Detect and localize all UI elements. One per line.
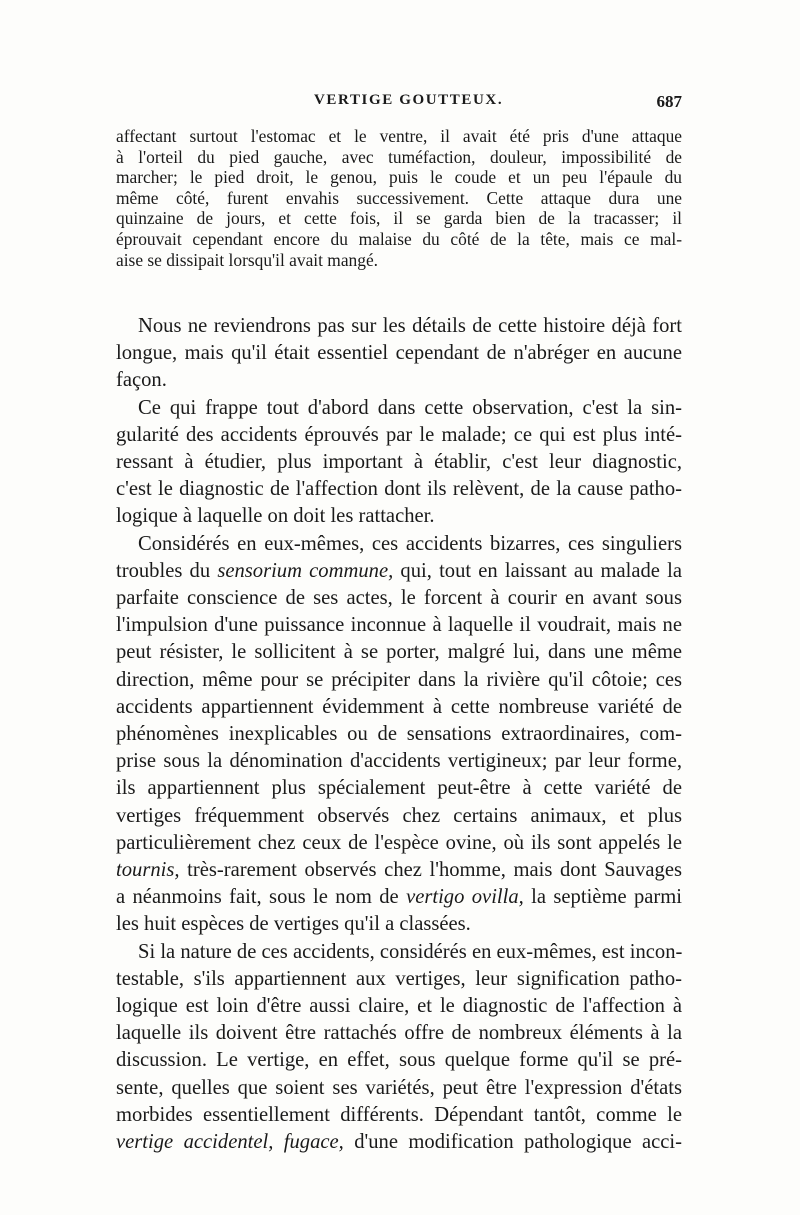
paragraph-3-line: peut résister, le sollicitent à se porter, malgré lui, dans une même: [116, 641, 682, 664]
paragraph-2-line: ressant à étudier, plus important à établir, c'est leur diagnostic,: [116, 451, 682, 474]
line-text: d'une modification pathologique acci-: [343, 1131, 683, 1154]
line-text: qui, tout en laissant au malade la: [393, 559, 682, 582]
paragraph-3-line: direction, même pour se précipiter dans la rivière qu'il côtoie; ces: [116, 668, 682, 691]
italic-term: vertigo ovilla,: [406, 886, 524, 909]
paragraph-4-line: logique est loin d'être aussi claire, et le diagnostic de l'affection à: [116, 995, 682, 1018]
text-line: aise se dissipait lorsqu'il avait mangé.: [116, 249, 379, 270]
main-text: [116, 313, 682, 1156]
paragraph-4-line: [116, 1129, 682, 1156]
quoted-observation-text: [116, 126, 682, 270]
paragraph-4-line: discussion. Le vertige, en effet, sous quelque forme qu'il se pré-: [116, 1049, 682, 1072]
paragraph-3-line: ils appartiennent plus spécialement peut-être à cette variété de: [116, 777, 682, 800]
paragraph-3-line: parfaite conscience de ses actes, le forcent à courir en avant sous: [116, 587, 682, 610]
paragraph-4-line: Si la nature de ces accidents, considérés en eux-mêmes, est incon-: [138, 940, 683, 963]
paragraph-3-line: prise sous la dénomination d'accidents vertigineux; par leur forme,: [116, 750, 682, 773]
page-number: 687: [656, 92, 682, 111]
paragraph-1-line: façon.: [116, 369, 167, 392]
paragraph-3-line: vertiges fréquemment observés chez certains animaux, et plus: [116, 804, 682, 827]
paragraph-3-line: [116, 857, 682, 884]
text-line: même côté, furent envahis successivement. Cette attaque dura une: [116, 187, 682, 208]
paragraph-3-line: l'impulsion d'une puissance inconnue à laquelle il voudrait, mais ne: [116, 614, 682, 637]
text-line: marcher; le pied droit, le genou, puis le coude et un peu l'épaule du: [116, 167, 682, 188]
paragraph-3-line: Considérés en eux-mêmes, ces accidents bizarres, ces singuliers: [138, 532, 682, 555]
line-text: a néanmoins fait, sous le nom de: [116, 886, 407, 909]
paragraph-3-line: phénomènes inexplicables ou de sensations extraordinaires, com-: [116, 723, 682, 746]
paragraph-2-line: logique à laquelle on doit les rattacher.: [116, 505, 435, 528]
page-header: [116, 92, 682, 118]
paragraph-1-line: longue, mais qu'il était essentiel cependant de n'abréger en aucune: [116, 342, 682, 365]
line-text: troubles du: [116, 559, 218, 582]
paragraph-2-line: c'est le diagnostic de l'affection dont ils relèvent, de la cause patho-: [116, 478, 682, 501]
italic-term: tournis,: [116, 859, 180, 882]
paragraph-3-line: accidents appartiennent évidemment à cette nombreuse variété de: [116, 695, 682, 718]
paragraph-3-line: les huit espèces de vertiges qu'il a classées.: [116, 913, 471, 936]
paragraph-4-line: testable, s'ils appartiennent aux vertiges, leur signification patho-: [116, 967, 682, 990]
italic-term: vertige accidentel, fugace,: [116, 1131, 344, 1154]
text-line: à l'orteil du pied gauche, avec tuméfaction, douleur, impossibilité de: [116, 146, 682, 167]
italic-term: sensorium commune,: [217, 559, 394, 582]
paragraph-3-line: [116, 884, 682, 911]
paragraph-3-line: [116, 558, 682, 585]
paragraph-2-line: Ce qui frappe tout d'abord dans cette observation, c'est la sin-: [138, 396, 682, 419]
line-text: très-rarement observés chez l'homme, mais dont Sauvages: [179, 859, 682, 882]
paragraph-4-line: morbides essentiellement différents. Dépendant tantôt, comme le: [116, 1103, 682, 1126]
paragraph-1-line: Nous ne reviendrons pas sur les détails de cette histoire déjà fort: [138, 315, 682, 337]
paragraph-4-line: laquelle ils doivent être rattachés offre de nombreux éléments à la: [116, 1022, 682, 1045]
text-line: quinzaine de jours, et cette fois, il se garda bien de la tracasser; il: [116, 208, 682, 229]
running-title: VERTIGE GOUTTEUX.: [314, 92, 504, 108]
text-line: éprouvait cependant encore du malaise du côté de la tête, mais ce mal-: [116, 228, 682, 249]
paragraph-2-line: gularité des accidents éprouvés par le malade; ce qui est plus inté-: [116, 423, 682, 446]
text-line: affectant surtout l'estomac et le ventre, il avait été pris d'une attaque: [116, 126, 682, 146]
paragraph-3-line: particulièrement chez ceux de l'espèce ovine, où ils sont appelés le: [116, 831, 682, 854]
line-text: la septième parmi: [523, 886, 683, 909]
paragraph-4-line: sente, quelles que soient ses variétés, peut être l'expression d'états: [116, 1076, 682, 1099]
